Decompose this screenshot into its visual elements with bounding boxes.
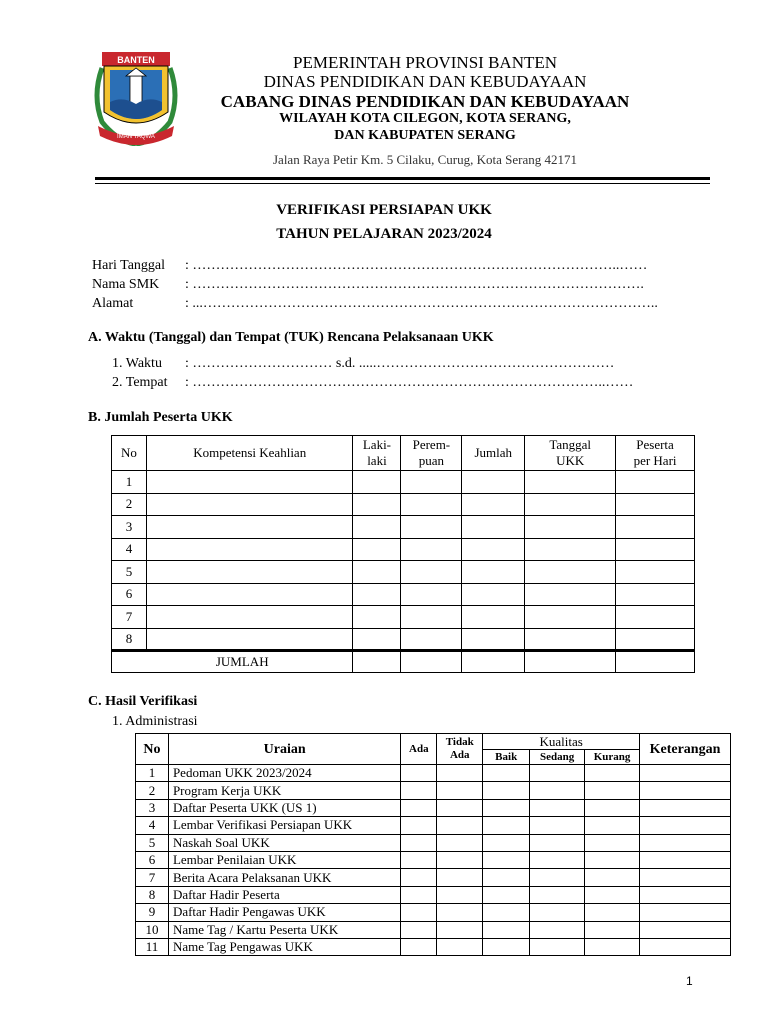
table-cell <box>353 561 401 584</box>
logo-top-text: BANTEN <box>117 55 155 65</box>
table-cell <box>353 471 401 494</box>
table-row <box>112 471 695 494</box>
row-number: 9 <box>136 904 169 921</box>
label-alamat: Alamat <box>92 296 134 311</box>
table-cell <box>353 606 401 629</box>
table-cell <box>146 493 353 516</box>
table-cell <box>585 851 640 868</box>
table-cell <box>530 834 585 851</box>
table-row <box>136 869 731 886</box>
table-cell <box>462 561 525 584</box>
participant-total-row <box>112 651 695 673</box>
table-row <box>136 765 731 782</box>
table-row <box>112 538 695 561</box>
col-no: No <box>136 734 169 765</box>
table-cell <box>146 583 353 606</box>
table-cell <box>483 869 530 886</box>
table-cell <box>525 561 616 584</box>
row-uraian: Pedoman UKK 2023/2024 <box>168 765 400 782</box>
table-cell <box>437 765 483 782</box>
table-cell <box>401 938 437 955</box>
table-cell <box>525 493 616 516</box>
fill-nama-smk: : ……………………………………………………………………………………. <box>185 277 644 292</box>
table-cell <box>437 834 483 851</box>
table-cell <box>530 817 585 834</box>
table-cell <box>525 628 616 651</box>
table-cell <box>401 538 462 561</box>
table-cell <box>525 538 616 561</box>
table-cell <box>616 493 695 516</box>
table-cell <box>525 651 616 673</box>
row-uraian: Daftar Hadir Pengawas UKK <box>168 904 400 921</box>
table-cell <box>530 782 585 799</box>
table-cell <box>530 799 585 816</box>
table-cell <box>525 606 616 629</box>
document-year: TAHUN PELAJARAN 2023/2024 <box>276 226 492 242</box>
row-uraian: Program Kerja UKK <box>168 782 400 799</box>
table-cell <box>616 516 695 539</box>
col-baik: Baik <box>483 750 530 765</box>
row-number: 6 <box>112 583 147 606</box>
fill-tempat: : ……………………………………………………………………………..…… <box>185 375 634 390</box>
row-number: 10 <box>136 921 169 938</box>
table-cell <box>401 834 437 851</box>
row-number: 2 <box>136 782 169 799</box>
verification-table <box>135 733 731 956</box>
table-cell <box>146 471 353 494</box>
row-uraian: Naskah Soal UKK <box>168 834 400 851</box>
row-number: 4 <box>112 538 147 561</box>
table-cell <box>353 516 401 539</box>
table-cell <box>401 869 437 886</box>
table-cell <box>640 799 731 816</box>
header-agency: DINAS PENDIDIKAN DAN KEBUDAYAAN <box>263 72 587 91</box>
label-hari-tanggal: Hari Tanggal <box>92 258 166 273</box>
table-cell <box>640 782 731 799</box>
table-cell <box>585 938 640 955</box>
section-c-sub: 1. Administrasi <box>112 714 198 729</box>
table-cell <box>401 799 437 816</box>
table-cell <box>616 538 695 561</box>
total-label: JUMLAH <box>112 651 353 673</box>
table-cell <box>640 921 731 938</box>
table-cell <box>462 516 525 539</box>
table-cell <box>483 938 530 955</box>
header-address: Jalan Raya Petir Km. 5 Cilaku, Curug, Kota Serang 42171 <box>272 152 577 167</box>
row-number: 3 <box>112 516 147 539</box>
table-cell <box>483 904 530 921</box>
table-cell <box>401 471 462 494</box>
col-tidak-ada: Tidak Ada <box>437 734 483 765</box>
table-cell <box>585 765 640 782</box>
row-number: 3 <box>136 799 169 816</box>
table-cell <box>437 817 483 834</box>
table-cell <box>585 904 640 921</box>
row-number: 2 <box>112 493 147 516</box>
table-cell <box>640 851 731 868</box>
header-branch: CABANG DINAS PENDIDIKAN DAN KEBUDAYAAN <box>220 92 630 111</box>
table-cell <box>353 651 401 673</box>
table-cell <box>401 606 462 629</box>
table-cell <box>640 869 731 886</box>
col-jumlah: Jumlah <box>462 436 525 471</box>
row-uraian: Name Tag / Kartu Peserta UKK <box>168 921 400 938</box>
table-cell <box>585 782 640 799</box>
table-cell <box>585 834 640 851</box>
table-cell <box>462 628 525 651</box>
table-cell <box>437 869 483 886</box>
table-cell <box>146 606 353 629</box>
table-cell <box>483 834 530 851</box>
table-cell <box>483 921 530 938</box>
table-row <box>136 886 731 903</box>
table-cell <box>640 886 731 903</box>
table-row <box>112 561 695 584</box>
table-cell <box>353 583 401 606</box>
table-cell <box>401 516 462 539</box>
table-row <box>112 583 695 606</box>
col-laki: Laki- laki <box>353 436 401 471</box>
table-cell <box>483 782 530 799</box>
table-cell <box>525 471 616 494</box>
table-cell <box>585 869 640 886</box>
document-title: VERIFIKASI PERSIAPAN UKK <box>276 202 492 218</box>
table-cell <box>462 471 525 494</box>
row-uraian: Berita Acara Pelaksanan UKK <box>168 869 400 886</box>
col-sedang: Sedang <box>530 750 585 765</box>
label-tempat: 2. Tempat <box>112 375 168 390</box>
table-cell <box>585 921 640 938</box>
label-nama-smk: Nama SMK <box>92 277 160 292</box>
table-cell <box>530 869 585 886</box>
table-cell <box>483 851 530 868</box>
table-row <box>112 516 695 539</box>
page-number: 1 <box>686 974 693 988</box>
row-uraian: Daftar Hadir Peserta <box>168 886 400 903</box>
table-cell <box>530 904 585 921</box>
section-b-heading: B. Jumlah Peserta UKK <box>88 410 233 425</box>
logo-bottom-text: IMAN TAQWA <box>117 134 155 140</box>
col-ada: Ada <box>401 734 437 765</box>
col-kompetensi: Kompetensi Keahlian <box>146 436 353 471</box>
table-cell <box>353 493 401 516</box>
fill-waktu: : ………………………… s.d. .....…………………………………………… <box>185 356 615 371</box>
table-row <box>112 628 695 651</box>
col-tanggal: Tanggal UKK <box>525 436 616 471</box>
table-row <box>136 851 731 868</box>
table-cell <box>437 799 483 816</box>
table-row <box>136 834 731 851</box>
table-cell <box>616 628 695 651</box>
row-number: 1 <box>136 765 169 782</box>
col-peserta-per-hari: Peserta per Hari <box>616 436 695 471</box>
row-number: 5 <box>136 834 169 851</box>
table-cell <box>616 561 695 584</box>
table-cell <box>483 817 530 834</box>
table-row <box>112 493 695 516</box>
row-number: 8 <box>112 628 147 651</box>
table-cell <box>401 561 462 584</box>
table-cell <box>401 886 437 903</box>
table-row <box>136 921 731 938</box>
row-number: 8 <box>136 886 169 903</box>
header-divider-thin <box>95 183 710 184</box>
table-cell <box>401 782 437 799</box>
table-cell <box>146 538 353 561</box>
table-cell <box>353 628 401 651</box>
header-divider <box>95 177 710 180</box>
table-cell <box>462 493 525 516</box>
table-cell <box>585 817 640 834</box>
table-cell <box>401 817 437 834</box>
row-number: 5 <box>112 561 147 584</box>
table-cell <box>616 583 695 606</box>
table-cell <box>146 561 353 584</box>
section-a-heading: A. Waktu (Tanggal) dan Tempat (TUK) Rencana Pelaksanaan UKK <box>88 330 494 345</box>
col-kualitas: Kualitas <box>483 734 640 750</box>
table-cell <box>530 886 585 903</box>
table-cell <box>437 851 483 868</box>
table-cell <box>401 651 462 673</box>
table-cell <box>640 834 731 851</box>
header-region-2: DAN KABUPATEN SERANG <box>334 128 516 143</box>
table-cell <box>585 799 640 816</box>
table-cell <box>462 651 525 673</box>
table-cell <box>640 938 731 955</box>
row-number: 1 <box>112 471 147 494</box>
row-uraian: Name Tag Pengawas UKK <box>168 938 400 955</box>
table-cell <box>616 471 695 494</box>
table-cell <box>525 583 616 606</box>
table-cell <box>530 851 585 868</box>
table-cell <box>616 606 695 629</box>
fill-hari-tanggal: : ………………………………………………………………………………..…… <box>185 258 648 273</box>
row-number: 7 <box>136 869 169 886</box>
table-cell <box>437 938 483 955</box>
table-cell <box>146 628 353 651</box>
table-row <box>136 904 731 921</box>
table-cell <box>616 651 695 673</box>
table-row <box>136 938 731 955</box>
table-cell <box>483 799 530 816</box>
table-cell <box>462 583 525 606</box>
participant-table <box>111 435 695 673</box>
table-cell <box>401 493 462 516</box>
table-cell <box>585 886 640 903</box>
table-cell <box>530 921 585 938</box>
table-row <box>136 782 731 799</box>
table-cell <box>525 516 616 539</box>
row-number: 11 <box>136 938 169 955</box>
col-keterangan: Keterangan <box>640 734 731 765</box>
table-cell <box>530 938 585 955</box>
col-no: No <box>112 436 147 471</box>
table-cell <box>640 817 731 834</box>
table-cell <box>483 765 530 782</box>
table-cell <box>483 886 530 903</box>
row-uraian: Lembar Verifikasi Persiapan UKK <box>168 817 400 834</box>
table-cell <box>640 765 731 782</box>
row-uraian: Daftar Peserta UKK (US 1) <box>168 799 400 816</box>
col-kurang: Kurang <box>585 750 640 765</box>
col-uraian: Uraian <box>168 734 400 765</box>
label-waktu: 1. Waktu <box>112 356 162 371</box>
table-cell <box>437 886 483 903</box>
table-cell <box>437 782 483 799</box>
table-cell <box>353 538 401 561</box>
table-cell <box>640 904 731 921</box>
table-row <box>136 799 731 816</box>
fill-alamat: : ...…………………………………………………………………………………….. <box>185 296 658 311</box>
col-perempuan: Perem- puan <box>401 436 462 471</box>
table-cell <box>462 606 525 629</box>
table-cell <box>401 904 437 921</box>
row-number: 7 <box>112 606 147 629</box>
table-cell <box>401 628 462 651</box>
table-row <box>112 606 695 629</box>
header-region: WILAYAH KOTA CILEGON, KOTA SERANG, <box>279 111 571 126</box>
row-uraian: Lembar Penilaian UKK <box>168 851 400 868</box>
table-cell <box>146 516 353 539</box>
participant-table-header <box>112 436 695 471</box>
table-cell <box>530 765 585 782</box>
table-cell <box>401 921 437 938</box>
table-cell <box>401 765 437 782</box>
row-number: 6 <box>136 851 169 868</box>
header-government: PEMERINTAH PROVINSI BANTEN <box>292 53 558 72</box>
table-row <box>136 817 731 834</box>
row-number: 4 <box>136 817 169 834</box>
table-cell <box>401 583 462 606</box>
table-cell <box>437 904 483 921</box>
table-cell <box>437 921 483 938</box>
table-cell <box>462 538 525 561</box>
section-c-heading: C. Hasil Verifikasi <box>88 694 198 709</box>
table-cell <box>401 851 437 868</box>
